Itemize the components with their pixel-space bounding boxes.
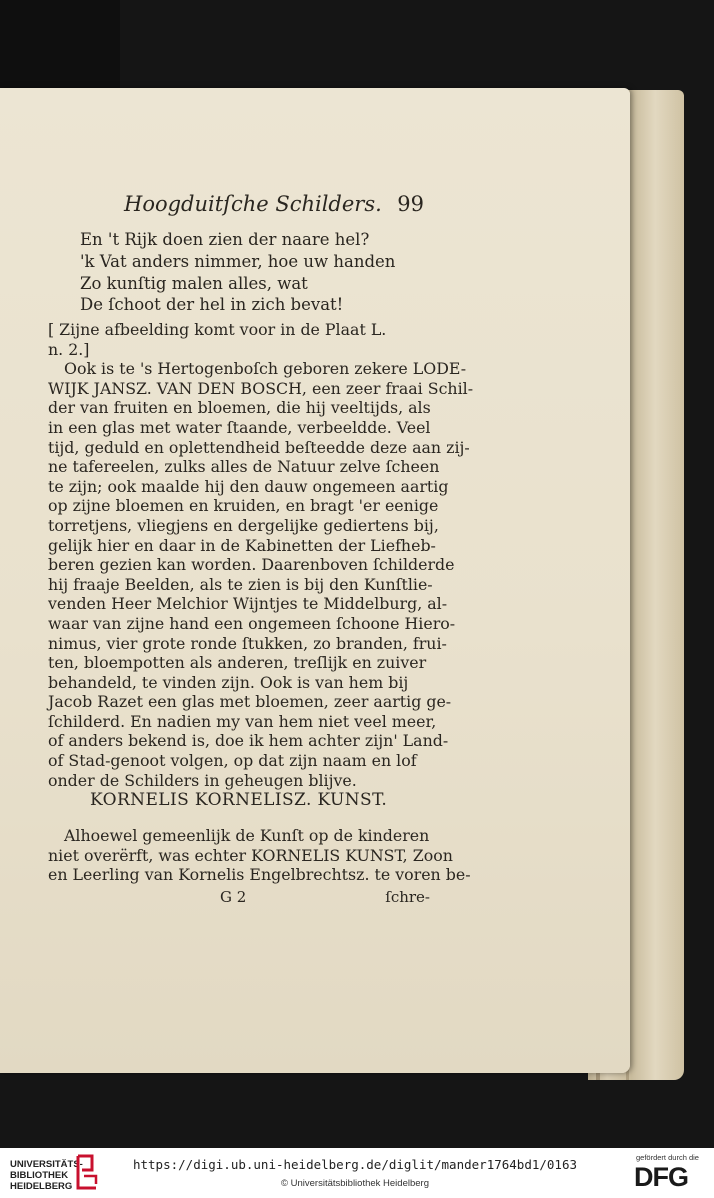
text-line: behandeld, te vinden zijn. Ook is van hem bij (48, 672, 409, 692)
text-line: ſchilderd. En nadien my van hem niet veel meer, (48, 711, 437, 731)
text-line: onder de Schilders in geheugen blijve. (48, 770, 357, 790)
text-line: ten, bloempotten als anderen, treſlijk en zuiver (48, 653, 427, 673)
paragraph-kunst (48, 826, 471, 885)
page-foot (48, 888, 430, 908)
text-line: [ Zijne afbeelding komt voor in de Plaat L. (48, 320, 387, 339)
document-url-link[interactable]: https://digi.ub.uni-heidelberg.de/diglit/mander1764bd1/0163 (132, 1157, 577, 1172)
text-line: Alhoewel gemeenlijk de Kunſt op de kinderen (64, 826, 430, 845)
catchword: ſchre- (385, 888, 430, 906)
text-line: nimus, vier grote ronde ſtukken, zo branden, frui- (48, 633, 447, 653)
text-line: Jacob Razet een glas met bloemen, zeer aartig ge- (48, 692, 452, 712)
text-line: in een glas met water ſtaande, verbeeldde. Veel (48, 417, 431, 437)
book-cover-shadow (0, 0, 120, 95)
text-line: der van fruiten en bloemen, die hij veeltijds, als (48, 398, 431, 418)
copyright-notice: © Universitätsbibliothek Heidelberg (281, 1178, 429, 1189)
text-line: op zijne bloemen en kruiden, en bragt 'er eenige (48, 496, 439, 516)
page-header (124, 192, 424, 222)
logo-text-line: HEIDELBERG (10, 1181, 73, 1192)
verse-line: En 't Rijk doen zien der naare hel? (80, 230, 370, 249)
text-line: tijd, geduld en oplettendheid beſteedde deze aan zij- (48, 437, 470, 457)
text-line: beren gezien kan worden. Daarenboven ſchilderde (48, 555, 455, 575)
text-line: waar van zijne hand een ongemeen ſchoone Hiero- (48, 613, 456, 633)
page-number: 99 (397, 192, 424, 216)
section-heading: KORNELIS KORNELISZ. KUNST. (90, 790, 388, 810)
text-line: of Stad-genoot volgen, op dat zijn naam en lof (48, 751, 417, 771)
verse-line: 'k Vat anders nimmer, hoe uw handen (80, 252, 396, 271)
funder-caption: gefördert durch die (636, 1153, 699, 1162)
text-line: n. 2.] (48, 339, 90, 359)
university-seal-icon[interactable] (74, 1154, 100, 1192)
text-line: ne tafereelen, zulks alles de Natuur zelve ſcheen (48, 457, 440, 477)
logo-text-line: UNIVERSITÄTS- (10, 1159, 83, 1170)
text-line: hij fraaje Beelden, als te zien is bij den Kunſtlie- (48, 574, 433, 594)
text-line: niet overërft, was echter KORNELIS KUNST, Zoon (48, 845, 453, 865)
running-title: Hoogduitſche Schilders. (124, 192, 382, 216)
text-line: venden Heer Melchior Wijntjes te Middelburg, al- (48, 594, 448, 614)
text-line: Ook is te 's Hertogenboſch geboren zekere LODE- (64, 359, 467, 379)
text-line: of anders bekend is, doe ik hem achter zijn' Land- (48, 731, 449, 751)
text-line: gelijk hier en daar in de Kabinetten der Liefheb- (48, 535, 436, 555)
text-line: torretjens, vliegjens en dergelijke gediertens bij, (48, 515, 439, 535)
text-line: te zijn; ook maalde hij den dauw ongemeen aartig (48, 476, 449, 496)
verse-line: De ſchoot der hel in zich bevat! (80, 295, 344, 314)
signature-mark: G 2 (220, 888, 247, 906)
paragraph-lodewijk (48, 320, 474, 790)
text-line: WIJK JANSZ. VAN DEN BOSCH, een zeer fraai Schil- (48, 378, 474, 398)
logo-text-line: BIBLIOTHEK (10, 1170, 69, 1181)
text-line: en Leerling van Kornelis Engelbrechtsz. te voren be- (48, 865, 471, 885)
viewer-footer (0, 1148, 714, 1198)
verse-line: Zo kunſtig malen alles, wat (80, 274, 308, 293)
dfg-logo[interactable]: DFG (634, 1162, 688, 1192)
university-library-logo-text[interactable] (10, 1159, 83, 1192)
